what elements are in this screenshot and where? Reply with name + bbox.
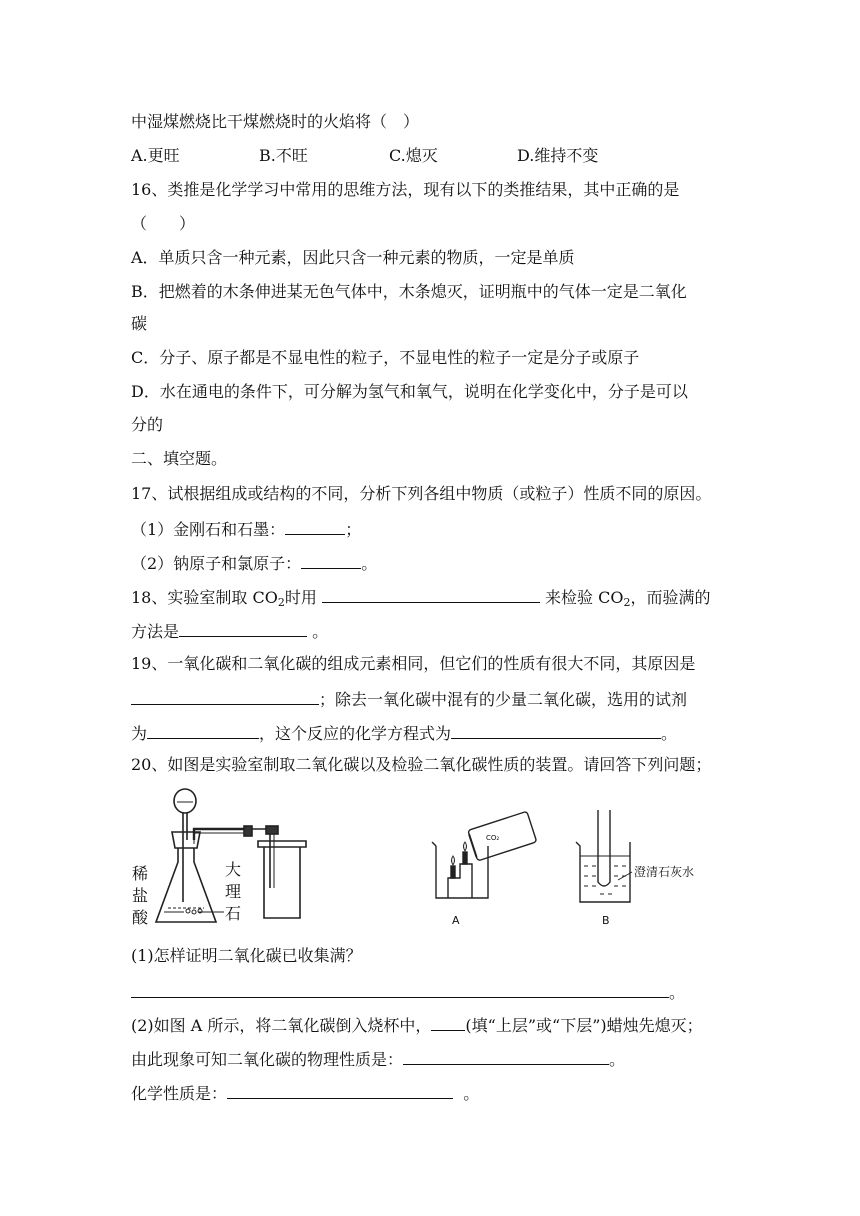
label-limewater: 澄清石灰水 xyxy=(634,865,695,879)
q17-stem: 17、试根据组成或结构的不同，分析下列各组中物质（或粒子）性质不同的原因。 xyxy=(131,484,712,503)
label-acid-1: 稀 xyxy=(132,864,149,883)
q15-option-a: A.更旺 xyxy=(131,146,180,165)
q16-stem: 16、类推是化学学习中常用的思维方法，现有以下的类推结果，其中正确的是 xyxy=(131,180,680,199)
q20-chemical-label: 化学性质是： xyxy=(131,1084,228,1103)
q17-part2-label: （2）钠原子和氯原子： xyxy=(131,554,302,573)
q20-sub1: (1)怎样证明二氧化碳已收集满？ xyxy=(131,946,362,965)
q17-part1-blank[interactable] xyxy=(285,518,345,535)
q18-text-2: 时用 xyxy=(284,588,317,607)
q20-sub1-end: 。 xyxy=(669,983,686,1002)
label-figure-a: A xyxy=(452,914,460,927)
q16-option-b-line1: B．把燃着的木条伸进某无色气体中，木条熄灭，证明瓶中的气体一定是二氧化 xyxy=(131,282,687,301)
q19-line3-end: 。 xyxy=(661,724,678,743)
q18-subscript-2: 2 xyxy=(623,596,631,609)
q18-text-3: 来检验 CO xyxy=(545,588,624,607)
label-marble-3: 石 xyxy=(225,904,242,923)
q17-part1-label: （1）金刚石和石墨： xyxy=(131,520,286,539)
q19-line2 xyxy=(131,688,687,710)
q18-subscript-1: 2 xyxy=(277,596,285,609)
q20-physical-blank[interactable] xyxy=(403,1048,609,1065)
q19-line3 xyxy=(131,722,677,744)
q20-sub2-layer-blank[interactable] xyxy=(431,1014,465,1031)
q19-line3-start: 为 xyxy=(131,724,148,743)
label-figure-b: B xyxy=(602,914,610,927)
q17-part2-blank[interactable] xyxy=(301,552,361,569)
figure-b-limewater xyxy=(572,806,742,930)
q20-physical-label: 由此现象可知二氧化碳的物理性质是： xyxy=(131,1050,404,1069)
q17-part1 xyxy=(131,518,361,540)
q20-sub2-text-b: (填“上层”或“下层”)蜡烛先熄灭； xyxy=(465,1016,703,1035)
q20-stem: 20、如图是实验室制取二氧化碳以及检验二氧化碳性质的装置。请回答下列问题； xyxy=(131,755,712,774)
q20-chemical-blank[interactable] xyxy=(227,1082,453,1099)
q16-option-a: A．单质只含一种元素，因此只含一种元素的物质，一定是单质 xyxy=(131,248,575,267)
q20-sub1-blank[interactable] xyxy=(131,981,669,998)
q19-equation-blank[interactable] xyxy=(451,722,661,739)
q20-sub2-line2 xyxy=(131,1048,625,1070)
q19-line1: 19、一氧化碳和二氧化碳的组成元素相同，但它们的性质有很大不同，其原因是 xyxy=(131,654,696,673)
label-acid-3: 酸 xyxy=(132,908,149,927)
q16-option-c: C．分子、原子都是不显电性的粒子，不显电性的粒子一定是分子或原子 xyxy=(131,348,640,367)
q17-part1-end: ； xyxy=(345,520,362,539)
figure-a-drawing xyxy=(430,802,540,930)
q18-line2 xyxy=(131,620,328,642)
label-marble-1: 大 xyxy=(225,860,242,879)
q15-continuation-text: 中湿煤燃烧比干煤燃烧时的火焰将（ ） xyxy=(131,112,420,131)
label-acid-2: 盐 xyxy=(132,886,149,905)
figure-b-drawing xyxy=(572,806,742,930)
q20-sub2-text-a: (2)如图 A 所示，将二氧化碳倒入烧杯中， xyxy=(131,1016,432,1035)
q18-method-label: 方法是 xyxy=(131,622,180,641)
q18-text-4: ，而验满的 xyxy=(630,588,711,607)
q19-line3-mid: ，这个反应的化学方程式为 xyxy=(259,724,452,743)
q15-option-d: D.维持不变 xyxy=(517,146,599,165)
q18-method-blank[interactable] xyxy=(179,620,307,637)
q18-method-end: 。 xyxy=(312,622,329,641)
q17-part2-end: 。 xyxy=(361,554,378,573)
q15-option-c: C.熄灭 xyxy=(389,146,438,165)
q20-physical-end: 。 xyxy=(609,1050,626,1069)
q20-sub2-line1 xyxy=(131,1014,703,1036)
q16-option-b-line2: 碳 xyxy=(131,314,148,333)
q20-chemical-end: 。 xyxy=(463,1084,480,1103)
q19-line2-text: ；除去一氧化碳中混有的少量二氧化碳，选用的试剂 xyxy=(319,690,688,709)
q18-text-1: 18、实验室制取 CO xyxy=(131,588,278,607)
label-marble-2: 理 xyxy=(225,882,242,901)
apparatus-drawing xyxy=(128,784,328,932)
q16-option-d-line2: 分的 xyxy=(131,415,164,434)
q20-sub1-answer xyxy=(131,981,685,1003)
q19-reagent-blank[interactable] xyxy=(147,722,259,739)
q17-part2 xyxy=(131,552,377,574)
q15-option-b: B.不旺 xyxy=(259,146,308,165)
q20-sub2-line3 xyxy=(131,1082,479,1104)
q18-reagent-blank[interactable] xyxy=(322,586,540,603)
co2-generation-apparatus xyxy=(128,784,328,932)
q18-line1 xyxy=(131,586,710,613)
q19-reason-blank[interactable] xyxy=(131,688,319,705)
q15-continuation xyxy=(131,112,419,132)
q15-options xyxy=(131,146,751,166)
q16-answer-paren: （ ） xyxy=(131,214,196,233)
q16-option-d-line1: D．水在通电的条件下，可分解为氢气和氧气，说明在化学变化中，分子是可以 xyxy=(131,382,688,401)
label-co2: CO₂ xyxy=(486,834,500,842)
figure-a-candle-experiment xyxy=(430,802,540,930)
section-title: 二、填空题。 xyxy=(131,449,228,468)
